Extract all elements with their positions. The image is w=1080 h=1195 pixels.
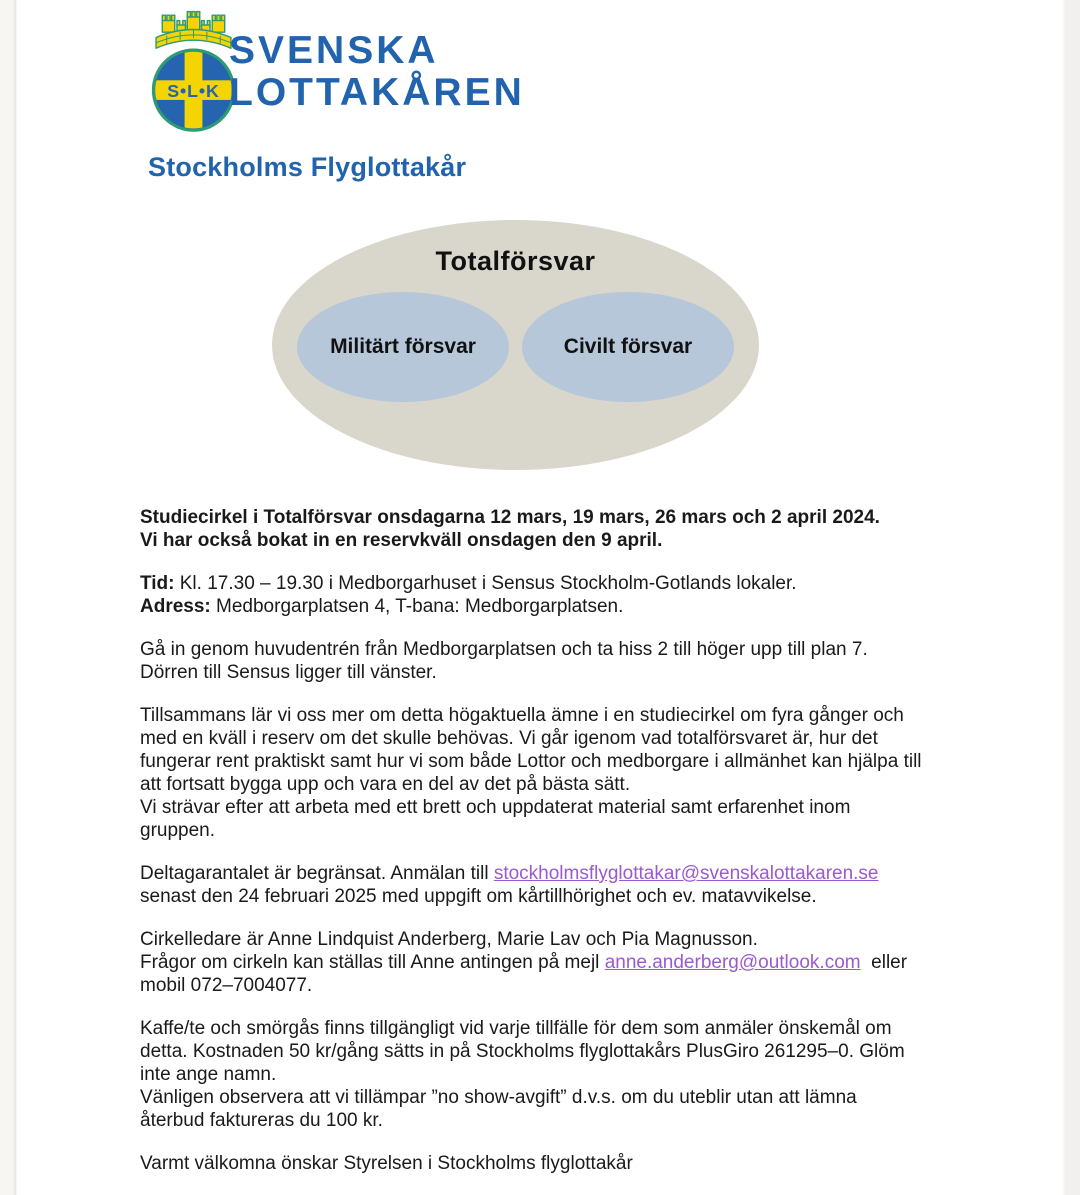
logo-wordmark	[229, 30, 525, 114]
text-run: Kl. 17.30 – 19.30 i Medborgarhuset i Sensus Stockholm-Gotlands lokaler.	[174, 573, 797, 594]
text-run: Vi strävar efter att arbeta med ett brett och uppdaterat material samt erfarenhet inom	[140, 797, 851, 818]
text-run: eller	[860, 952, 908, 973]
civil-defense-label: Civilt försvar	[563, 335, 693, 358]
logo-wordmark-line2: LOTTAKÅREN	[229, 71, 525, 114]
paragraph	[140, 704, 1040, 842]
military-defense-label: Militärt försvar	[330, 335, 476, 358]
paragraph	[140, 572, 1040, 618]
body-text	[140, 506, 1040, 1195]
text-run: Studiecirkel i Totalförsvar onsdagarna 12 mars, 19 mars, 26 mars och 2 april 2024.	[140, 507, 880, 528]
paragraph	[140, 506, 1040, 552]
text-run: Frågor om cirkeln kan ställas till Anne antingen på mejl	[140, 952, 605, 973]
text-run: Varmt välkomna önskar Styrelsen i Stockholms flyglottakår	[140, 1153, 633, 1174]
paragraph	[140, 638, 1040, 684]
text-run: Deltagarantalet är begränsat. Anmälan till	[140, 863, 494, 884]
page-left-margin	[0, 0, 17, 1195]
text-run: inte ange namn.	[140, 1064, 277, 1085]
text-run: senast den 24 februari 2025 med uppgift om kårtillhörighet och ev. matavvikelse.	[140, 886, 817, 907]
text-run: att fortsatt bygga upp och vara en del av det på bästa sätt.	[140, 774, 631, 795]
paragraph	[140, 928, 1040, 997]
text-run: Adress:	[140, 596, 211, 617]
paragraph	[140, 1017, 1040, 1132]
total-defense-label: Totalförsvar	[435, 246, 596, 276]
text-run: gruppen.	[140, 820, 216, 841]
text-run: Gå in genom huvudentrén från Medborgarplatsen och ta hiss 2 till höger upp till plan 7.	[140, 639, 868, 660]
text-run: återbud faktureras du 100 kr.	[140, 1110, 383, 1131]
text-run: fungerar rent praktiskt samt hur vi som både Lottor och medborgare i allmänhet kan hjälpa till	[140, 751, 922, 772]
text-run: Dörren till Sensus ligger till vänster.	[140, 662, 437, 683]
logo-wordmark-line1: SVENSKA	[229, 29, 439, 72]
email-link[interactable]: anne.anderberg@outlook.com	[604, 952, 861, 973]
paragraph	[140, 862, 1040, 908]
page-title: Stockholms Flyglottakår	[148, 152, 467, 182]
page-right-margin	[1062, 0, 1080, 1195]
text-run: Tid:	[140, 573, 175, 594]
text-run: Tillsammans lär vi oss mer om detta högaktuella ämne i en studiecirkel om fyra gånger och	[140, 705, 904, 726]
email-link[interactable]: stockholmsflyglottakar@svenskalottakaren.se	[493, 863, 879, 884]
text-run: med en kväll i reserv om det skulle behövas. Vi går igenom vad totalförsvaret är, hur det	[140, 728, 878, 749]
total-defense-ellipse	[272, 220, 759, 470]
text-run: Cirkelledare är Anne Lindquist Anderberg, Marie Lav och Pia Magnusson.	[140, 929, 758, 950]
text-run: Kaffe/te och smörgås finns tillgängligt vid varje tillfälle för dem som anmäler önskemål om	[140, 1018, 892, 1039]
paragraph	[140, 1152, 1040, 1175]
text-run: Vänligen observera att vi tillämpar ”no show-avgift” d.v.s. om du uteblir utan att lämna	[140, 1087, 857, 1108]
totalforsvar-diagram	[272, 220, 759, 470]
text-run: Vi har också bokat in en reservkväll onsdagen den 9 april.	[140, 530, 663, 551]
military-defense-ellipse	[297, 292, 509, 402]
text-run: Medborgarplatsen 4, T-bana: Medborgarplatsen.	[210, 596, 624, 617]
text-run: detta. Kostnaden 50 kr/gång sätts in på Stockholms flyglottakårs PlusGiro 261295–0. Glöm	[140, 1041, 905, 1062]
civil-defense-ellipse	[522, 292, 734, 402]
emblem-letters: S•L•K	[167, 80, 220, 101]
text-run: mobil 072–7004077.	[140, 975, 313, 996]
